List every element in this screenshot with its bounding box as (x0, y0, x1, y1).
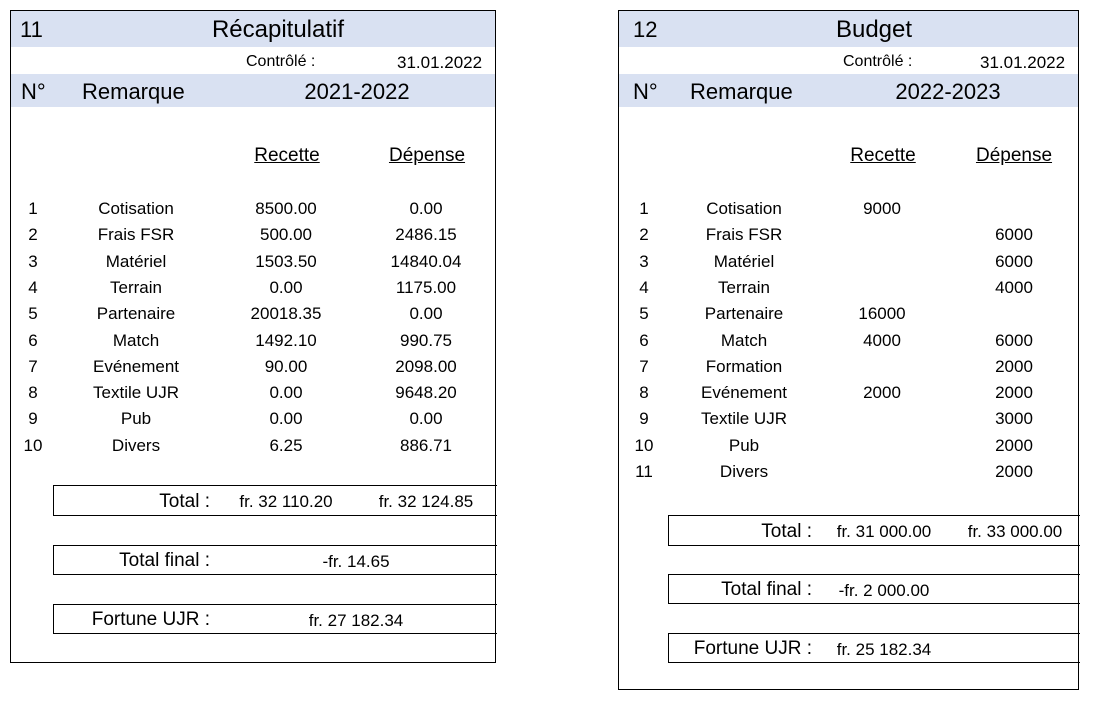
sheet-title: Budget (835, 16, 913, 43)
row-label: Partenaire (704, 304, 784, 324)
row-label: Cotisation (98, 199, 174, 218)
row-depense: 990.75 (400, 330, 452, 350)
sheet-number: 11 (20, 17, 43, 42)
total-box (53, 485, 497, 516)
row-recette: 90.00 (264, 356, 308, 376)
row-number: 1 (639, 199, 649, 218)
row-label: Terrain (110, 277, 162, 297)
row-recette: 6.25 (269, 435, 303, 455)
row-depense: 0.00 (409, 304, 443, 324)
column-remarque-header: Remarque (690, 79, 793, 104)
fortune-value: fr. 27 182.34 (308, 611, 404, 630)
total-depense: fr. 32 124.85 (378, 492, 474, 511)
row-label: Evénement (701, 383, 787, 403)
row-depense: 886.71 (400, 435, 452, 455)
row-label: Formation (705, 356, 783, 376)
row-depense: 3000 (995, 409, 1033, 429)
row-label: Terrain (718, 277, 770, 297)
row-depense: 6000 (995, 225, 1033, 245)
column-number-header: N° (21, 79, 46, 104)
row-depense: 1175.00 (395, 277, 457, 297)
row-number: 11 (635, 462, 653, 481)
row-label: Textile UJR (701, 409, 787, 429)
recette-header: Recette (850, 145, 916, 166)
row-depense: 14840.04 (390, 251, 462, 271)
recette-header: Recette (254, 145, 320, 166)
row-number: 6 (28, 330, 38, 350)
row-label: Matériel (713, 251, 775, 271)
depense-header: Dépense (975, 145, 1053, 166)
total-recette: fr. 31 000.00 (836, 522, 932, 541)
row-recette: 16000 (858, 304, 906, 324)
total-final-value: -fr. 14.65 (322, 552, 390, 571)
total-final-value: -fr. 2 000.00 (838, 581, 930, 600)
row-number: 3 (639, 251, 649, 271)
row-recette: 2000 (863, 383, 901, 403)
header-band (619, 74, 1078, 107)
row-recette: 0.00 (269, 383, 303, 403)
row-depense: 2000 (995, 435, 1033, 455)
row-recette: 4000 (863, 330, 901, 350)
row-recette: 20018.35 (250, 304, 322, 324)
fortune-value: fr. 25 182.34 (836, 640, 932, 659)
row-depense: 9648.20 (395, 383, 457, 403)
row-number: 5 (639, 304, 649, 324)
row-number: 6 (639, 330, 649, 350)
row-label: Match (112, 330, 160, 350)
row-recette: 0.00 (269, 409, 303, 429)
row-number: 8 (639, 383, 649, 403)
row-depense: 4000 (995, 277, 1033, 297)
budget-sheet (618, 10, 1079, 690)
row-label: Partenaire (96, 304, 176, 324)
total-final-box (53, 545, 497, 575)
row-label: Textile UJR (93, 383, 179, 403)
row-depense: 2098.00 (395, 356, 457, 376)
row-label: Match (720, 330, 768, 350)
column-remarque-header: Remarque (82, 79, 185, 104)
row-number: 5 (28, 304, 38, 324)
row-recette: 1503.50 (255, 251, 317, 271)
row-depense: 6000 (995, 330, 1033, 350)
row-recette: 0.00 (269, 277, 303, 297)
row-label: Pub (728, 435, 760, 455)
row-number: 2 (28, 225, 38, 245)
row-number: 8 (28, 383, 38, 403)
row-depense: 2000 (995, 356, 1033, 376)
fortune-label: Fortune UJR : (91, 609, 210, 630)
column-number-header: N° (633, 79, 658, 104)
period-header: 2022-2023 (895, 79, 1001, 104)
total-depense: fr. 33 000.00 (967, 522, 1063, 541)
row-depense: 2000 (995, 383, 1033, 403)
controle-label: Contrôlé : (246, 53, 316, 70)
row-label: Evénement (93, 356, 179, 376)
row-label: Matériel (105, 251, 167, 271)
row-depense: 0.00 (409, 199, 443, 218)
row-label: Frais FSR (97, 225, 175, 245)
total-label: Total : (761, 521, 812, 542)
row-depense: 6000 (995, 251, 1033, 271)
row-number: 9 (639, 409, 649, 429)
row-label: Cotisation (706, 199, 782, 218)
sheet-number: 12 (633, 17, 658, 42)
fortune-box (668, 633, 1080, 663)
row-number: 10 (634, 435, 654, 455)
period-header: 2021-2022 (304, 79, 410, 104)
row-number: 1 (28, 199, 38, 218)
row-recette: 8500.00 (255, 199, 317, 218)
total-final-box (668, 574, 1080, 604)
fortune-box (53, 604, 497, 634)
row-number: 3 (28, 251, 38, 271)
total-final-label: Total final : (119, 550, 210, 571)
row-depense: 2000 (995, 462, 1033, 481)
controle-label: Contrôlé : (843, 53, 913, 70)
total-box (668, 515, 1080, 546)
fortune-label: Fortune UJR : (693, 638, 812, 659)
row-number: 10 (23, 435, 43, 455)
row-number: 7 (639, 356, 649, 376)
row-number: 4 (28, 277, 38, 297)
row-recette: 9000 (863, 199, 901, 218)
row-depense: 0.00 (409, 409, 443, 429)
row-recette: 1492.10 (255, 330, 317, 350)
row-number: 2 (639, 225, 649, 245)
row-label: Frais FSR (705, 225, 783, 245)
total-recette: fr. 32 110.20 (239, 492, 333, 511)
row-label: Pub (120, 409, 152, 429)
row-recette: 500.00 (260, 225, 312, 245)
depense-header: Dépense (388, 145, 466, 166)
sheet-title: Récapitulatif (211, 16, 345, 43)
recapitulatif-sheet (10, 10, 496, 663)
row-label: Divers (719, 462, 769, 481)
total-final-label: Total final : (721, 579, 812, 600)
controle-date: 31.01.2022 (980, 53, 1066, 72)
row-number: 4 (639, 277, 649, 297)
row-label: Divers (111, 435, 161, 455)
row-number: 7 (28, 356, 38, 376)
total-label: Total : (159, 491, 210, 512)
row-number: 9 (28, 409, 38, 429)
row-depense: 2486.15 (395, 225, 457, 245)
controle-date: 31.01.2022 (397, 53, 483, 72)
